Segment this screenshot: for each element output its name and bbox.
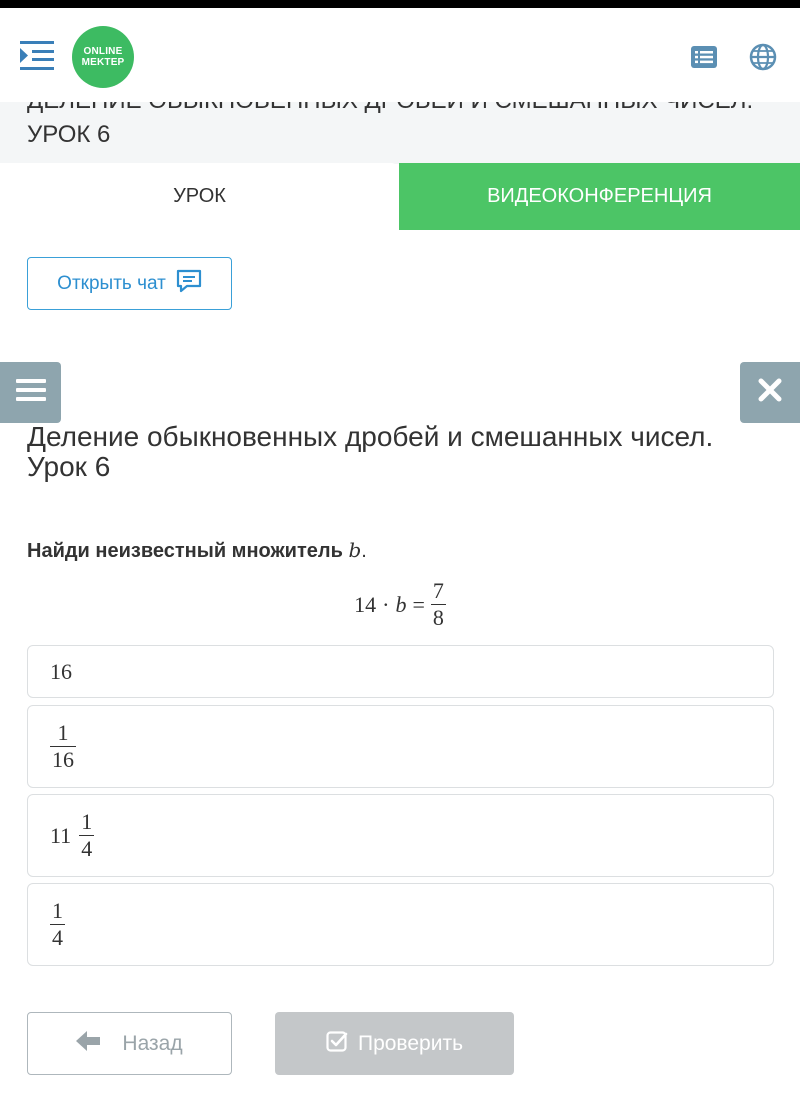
question-variable: b	[348, 538, 362, 562]
tab-lesson[interactable]: УРОК	[0, 163, 399, 230]
task-title: Деление обыкновенных дробей и смешанных чисел. Урок 6	[27, 421, 714, 482]
check-button-label: Проверить	[357, 1031, 464, 1055]
chat-icon	[176, 269, 202, 299]
close-icon	[758, 378, 782, 407]
task-menu-button[interactable]	[0, 362, 61, 423]
answer-option-3[interactable]	[27, 794, 774, 877]
arrow-left-icon	[76, 1031, 100, 1057]
check-square-icon	[326, 1030, 348, 1058]
close-button[interactable]	[740, 362, 800, 423]
equation-variable: b	[395, 591, 407, 617]
answer-option-4-fraction	[50, 898, 65, 951]
open-chat-button[interactable]	[27, 257, 232, 310]
equation-dot: ·	[382, 591, 390, 617]
logo-line-2: MEKTEP	[81, 57, 125, 68]
top-bar	[0, 8, 800, 102]
tab-videoconference[interactable]: ВИДЕОКОНФЕРЕНЦИЯ	[399, 163, 800, 230]
answer-option-3-fraction	[79, 809, 94, 862]
answer-option-4[interactable]	[27, 883, 774, 966]
question-label: Найди неизвестный множитель	[27, 540, 343, 562]
back-button-label: Назад	[122, 1031, 183, 1055]
open-chat-label: Открыть чат	[57, 272, 166, 294]
back-button[interactable]	[27, 1012, 232, 1075]
answer-option-3-denominator: 4	[81, 836, 93, 861]
answer-option-1[interactable]	[27, 645, 774, 698]
list-icon[interactable]	[690, 43, 718, 71]
answer-option-3-whole: 11	[50, 822, 72, 848]
answer-option-2-numerator: 1	[57, 720, 69, 745]
status-bar	[0, 0, 800, 8]
equation-numerator: 7	[432, 578, 444, 603]
onlinemektep-logo[interactable]	[72, 26, 134, 88]
indent-menu-icon[interactable]	[20, 38, 54, 72]
answer-option-2-fraction	[50, 720, 76, 773]
lesson-subtitle-bottom: УРОК 6	[27, 121, 111, 148]
equation-left-number: 14	[354, 591, 377, 617]
answer-option-1-value: 16	[50, 658, 72, 684]
answer-option-4-denominator: 4	[52, 925, 63, 950]
answer-option-4-numerator: 1	[52, 898, 63, 923]
equation-equals: =	[412, 591, 425, 617]
check-button[interactable]	[275, 1012, 514, 1075]
equation	[0, 578, 800, 631]
answer-option-2-denominator: 16	[52, 747, 74, 772]
answer-option-3-numerator: 1	[81, 809, 93, 834]
equation-denominator: 8	[432, 605, 444, 630]
logo-line-1: ONLINE	[83, 46, 123, 57]
lesson-tabs	[0, 163, 800, 230]
question-end: .	[361, 540, 367, 562]
hamburger-icon	[16, 378, 46, 407]
globe-icon[interactable]	[749, 43, 777, 71]
question-text	[27, 538, 367, 563]
answer-option-2[interactable]	[27, 705, 774, 788]
equation-fraction	[431, 578, 446, 631]
